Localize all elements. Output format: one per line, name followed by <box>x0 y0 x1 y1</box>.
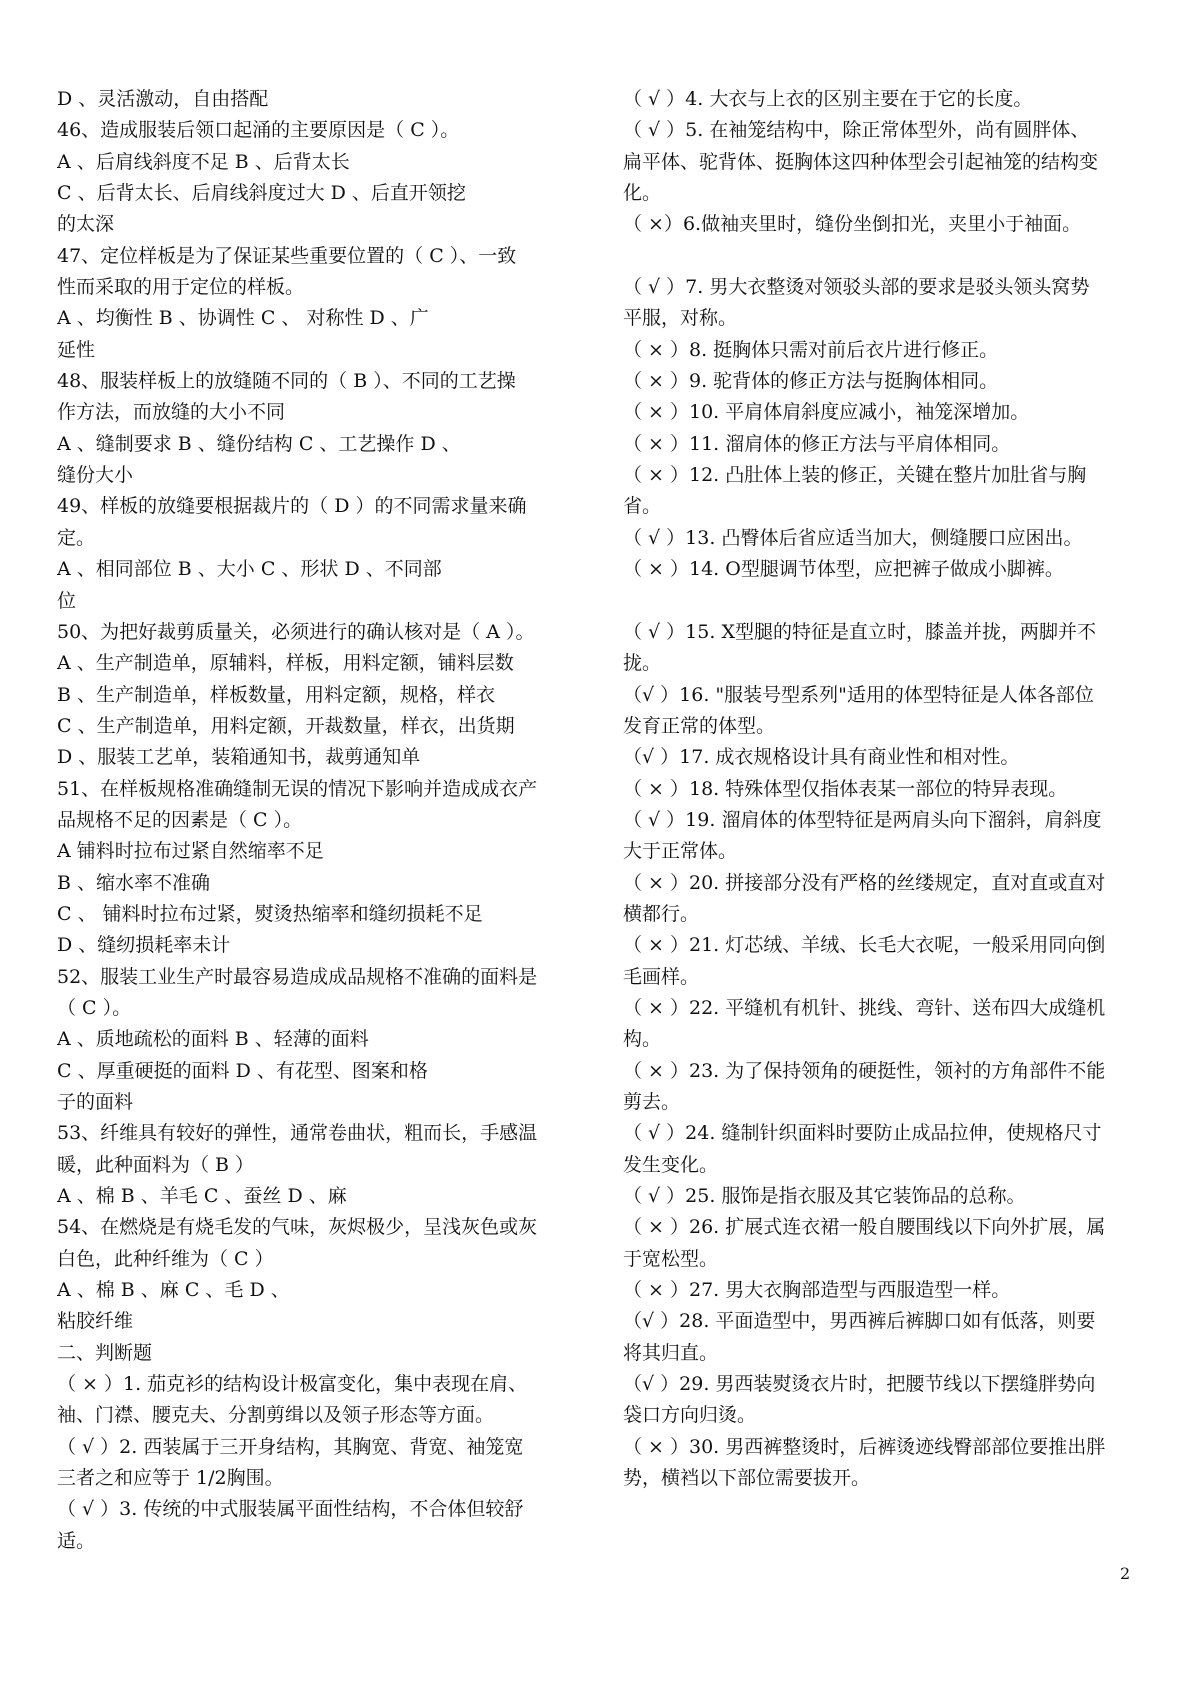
text-line: C 、后背太长、后肩线斜度过大 D 、后直开领挖 <box>57 182 466 205</box>
text-line: A 、相同部位 B 、大小 C 、形状 D 、不同部 <box>57 558 442 581</box>
text-line: D 、灵活激动，自由搭配 <box>57 88 269 110</box>
text-line <box>623 586 1138 617</box>
text-line: （ × ）26. 扩展式连衣裙一般自腰围线以下向外扩展，属 <box>623 1216 1106 1239</box>
text-line: 省。 <box>623 495 662 518</box>
text-line: 粘胶纤维 <box>57 1310 134 1333</box>
text-line: 白色，此种纤维为（ C ） <box>57 1247 274 1270</box>
text-line: （ × ）23. 为了保持领角的硬挺性，领衬的方角部件不能 <box>623 1059 1106 1082</box>
text-line: 构。 <box>623 1028 662 1051</box>
text-line: 位 <box>57 589 77 612</box>
text-line: （ × ）11. 溜肩体的修正方法与平肩体相同。 <box>623 432 1011 455</box>
text-line: 平服，对称。 <box>623 307 738 330</box>
text-line: 扁平体、驼背体、挺胸体这四种体型会引起袖笼的结构变 <box>623 150 1099 173</box>
text-line: 50、为把好裁剪质量关，必须进行的确认核对是（ A ）。 <box>57 620 535 643</box>
text-line: （ √ ）5. 在袖笼结构中，除正常体型外，尚有圆胖体、 <box>623 119 1090 142</box>
text-line: （ × ）27. 男大衣胸部造型与西服造型一样。 <box>623 1279 1011 1302</box>
text-line: 暖，此种面料为（ B ） <box>57 1153 255 1176</box>
text-line: 52、服装工业生产时最容易造成成品规格不准确的面料是 <box>57 965 538 988</box>
text-line: A 、棉 B 、麻 C 、毛 D 、 <box>57 1279 290 1302</box>
text-line: 势，横裆以下部位需要拔开。 <box>623 1467 871 1490</box>
text-line: 51、在样板规格准确缝制无误的情况下影响并造成成衣产 <box>57 777 538 800</box>
text-line: A 、质地疏松的面料 B 、轻薄的面料 <box>57 1028 369 1051</box>
text-line: 缝份大小 <box>57 464 134 487</box>
text-line: （ × ）8. 挺胸体只需对前后衣片进行修正。 <box>623 338 999 361</box>
text-line: 发育正常的体型。 <box>623 714 776 737</box>
text-line: 二、判断题 <box>57 1341 153 1364</box>
text-line: D 、服装工艺单，装箱通知书，裁剪通知单 <box>57 746 421 769</box>
text-line: （ √ ）13. 凸臀体后省应适当加大，侧缝腰口应困出。 <box>623 526 1083 549</box>
text-line <box>623 241 1138 272</box>
text-line: （ × ）30. 男西裤整烫时，后裤烫迹线臀部部位要推出胖 <box>623 1435 1106 1458</box>
text-line: （√ ）16. "服装号型系列"适用的体型特征是人体各部位 <box>623 683 1094 706</box>
text-line: 拢。 <box>623 652 662 675</box>
text-line: 定。 <box>57 526 96 549</box>
text-line: （ √ ）25. 服饰是指衣服及其它装饰品的总称。 <box>623 1185 1026 1208</box>
text-line: （√ ）28. 平面造型中，男西裤后裤脚口如有低落，则要 <box>623 1310 1096 1333</box>
text-line: （ ×）6.做袖夹里时，缝份坐倒扣光，夹里小于袖面。 <box>623 213 1082 236</box>
text-line: （ √ ）7. 男大衣整烫对领驳头部的要求是驳头领头窝势 <box>623 276 1090 299</box>
text-line: （ √ ）15. X型腿的特征是直立时，膝盖并拢，两脚并不 <box>623 620 1096 643</box>
text-line: （ √ ）3. 传统的中式服装属平面性结构，不合体但较舒 <box>57 1498 524 1521</box>
text-line: C 、生产制造单，用料定额，开裁数量，样衣，出货期 <box>57 714 515 737</box>
text-line: （ √ ）4. 大衣与上衣的区别主要在于它的长度。 <box>623 88 1033 110</box>
text-line: （ × ）20. 拼接部分没有严格的丝缕规定，直对直或直对 <box>623 871 1106 894</box>
text-line: （ × ）21. 灯芯绒、羊绒、长毛大衣呢，一般采用同向倒 <box>623 934 1106 957</box>
text-line: （ × ）12. 凸肚体上装的修正，关键在整片加肚省与胸 <box>623 464 1087 487</box>
text-line: 49、样板的放缝要根据裁片的（ D ）的不同需求量来确 <box>57 495 527 518</box>
text-line: 适。 <box>57 1529 96 1552</box>
text-line: （ × ）18. 特殊体型仅指体表某一部位的特异表现。 <box>623 777 1068 800</box>
text-line: （ × ）9. 驼背体的修正方法与挺胸体相同。 <box>623 370 999 393</box>
text-line: 袋口方向归烫。 <box>623 1404 757 1427</box>
text-line: 性而采取的用于定位的样板。 <box>57 276 305 299</box>
text-line: D 、缝纫损耗率未计 <box>57 934 231 957</box>
left-column <box>57 84 580 1557</box>
text-line: （ C ）。 <box>57 996 132 1019</box>
text-line: （ × ）10. 平肩体肩斜度应减小，袖笼深增加。 <box>623 401 1030 424</box>
right-column <box>623 84 1138 1494</box>
text-line: A 、生产制造单，原辅料，样板，用料定额，铺料层数 <box>57 652 514 675</box>
text-line: 化。 <box>623 182 662 205</box>
text-line: B 、生产制造单，样板数量，用料定额，规格，样衣 <box>57 683 496 706</box>
text-line: A 、均衡性 B 、协调性 C 、 对称性 D 、广 <box>57 307 429 330</box>
text-line: 发生变化。 <box>623 1153 719 1176</box>
text-line: A 铺料时拉布过紧自然缩率不足 <box>57 840 324 863</box>
page-number: 2 <box>1120 1564 1131 1583</box>
text-line: 47、定位样板是为了保证某些重要位置的（ C ）、一致 <box>57 244 517 267</box>
text-line: 53、纤维具有较好的弹性，通常卷曲状，粗而长，手感温 <box>57 1122 538 1145</box>
text-line: A 、后肩线斜度不足 B 、后背太长 <box>57 150 350 173</box>
text-line: 三者之和应等于 1/2胸围。 <box>57 1467 284 1490</box>
text-line: （√ ）29. 男西装熨烫衣片时，把腰节线以下摆缝胖势向 <box>623 1373 1096 1396</box>
text-line: B 、缩水率不准确 <box>57 871 211 894</box>
text-line: （ × ）1. 茄克衫的结构设计极富变化，集中表现在肩、 <box>57 1373 528 1396</box>
text-line: （ √ ）19. 溜肩体的体型特征是两肩头向下溜斜，肩斜度 <box>623 808 1102 831</box>
text-line: （√ ）17. 成衣规格设计具有商业性和相对性。 <box>623 746 1020 769</box>
text-line: C 、 铺料时拉布过紧，熨烫热缩率和缝纫损耗不足 <box>57 902 483 925</box>
text-line: 剪去。 <box>623 1091 681 1113</box>
text-line: （ √ ）24. 缝制针织面料时要防止成品拉伸，使规格尺寸 <box>623 1122 1102 1145</box>
text-line: 大于正常体。 <box>623 840 738 863</box>
text-line: （ × ）14. O型腿调节体型，应把裤子做成小脚裤。 <box>623 558 1064 581</box>
text-line: 延性 <box>57 338 96 361</box>
text-line: 将其归直。 <box>623 1341 719 1364</box>
text-line: （ √ ）2. 西装属于三开身结构，其胸宽、背宽、袖笼宽 <box>57 1435 524 1458</box>
text-line: 作方法，而放缝的大小不同 <box>57 401 286 424</box>
text-line: A 、缝制要求 B 、缝份结构 C 、工艺操作 D 、 <box>57 432 461 455</box>
text-line: 的太深 <box>57 213 115 236</box>
text-line: 于宽松型。 <box>623 1247 719 1270</box>
text-line: 袖、门襟、腰克夫、分割剪缉以及领子形态等方面。 <box>57 1404 495 1427</box>
text-line: C 、厚重硬挺的面料 D 、有花型、图案和格 <box>57 1059 428 1082</box>
text-line: 54、在燃烧是有烧毛发的气味，灰烬极少，呈浅灰色或灰 <box>57 1216 538 1239</box>
text-line: 横都行。 <box>623 902 700 925</box>
text-line: 48、服装样板上的放缝随不同的（ B ）、不同的工艺操 <box>57 370 516 393</box>
text-line: 品规格不足的因素是（ C ）。 <box>57 808 303 831</box>
text-line: （ × ）22. 平缝机有机针、挑线、弯针、送布四大成缝机 <box>623 996 1106 1019</box>
text-line: 子的面料 <box>57 1091 134 1113</box>
text-line: 46、造成服装后领口起涌的主要原因是（ C ）。 <box>57 119 460 142</box>
text-line: A 、棉 B 、羊毛 C 、蚕丝 D 、麻 <box>57 1185 347 1208</box>
text-line: 毛画样。 <box>623 965 700 988</box>
